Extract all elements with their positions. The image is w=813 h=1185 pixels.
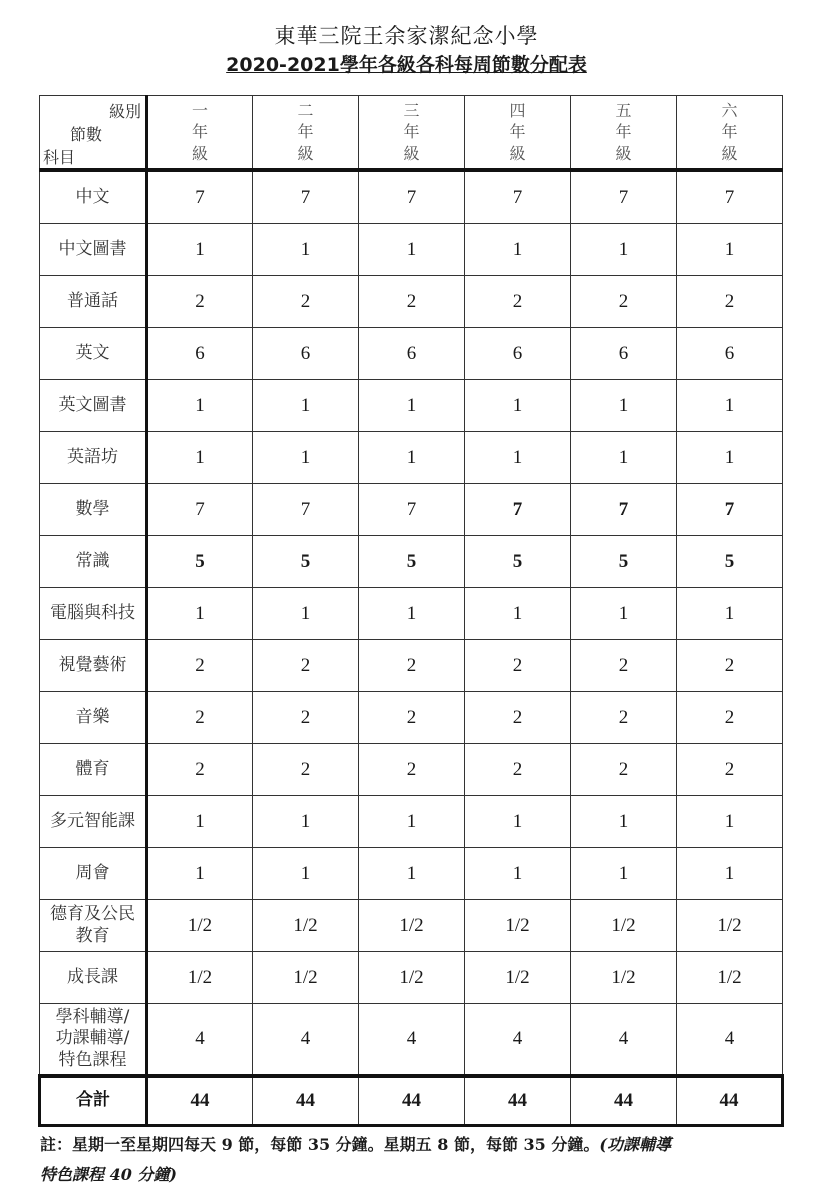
period-cell: 1 — [253, 588, 359, 640]
subject-cell: 多元智能課 — [40, 796, 147, 848]
table-row — [40, 900, 783, 952]
grade-header — [465, 96, 571, 171]
period-cell: 5 — [359, 536, 465, 588]
period-cell: 1 — [571, 224, 677, 276]
grade-header — [677, 96, 783, 171]
period-cell: 1 — [677, 380, 783, 432]
period-cell: 5 — [253, 536, 359, 588]
period-cell: 6 — [359, 328, 465, 380]
period-cell: 1 — [465, 588, 571, 640]
period-cell: 1 — [465, 380, 571, 432]
grade-header-char: 級 — [191, 143, 208, 163]
period-cell: 1 — [571, 432, 677, 484]
subject-cell: 中文 — [40, 170, 147, 224]
corner-subject-label: 科目 — [43, 148, 76, 167]
period-cell: 6 — [465, 328, 571, 380]
period-allocation-table — [38, 95, 784, 1127]
period-cell: 1/2 — [147, 900, 253, 952]
period-cell: 1 — [359, 432, 465, 484]
subject-line: 特色課程 — [58, 1049, 127, 1070]
period-cell: 2 — [465, 276, 571, 328]
grade-header-char: 級 — [721, 143, 738, 163]
subject-cell: 英文圖書 — [40, 380, 147, 432]
period-cell: 2 — [571, 744, 677, 796]
period-cell: 1/2 — [571, 900, 677, 952]
period-cell: 2 — [359, 276, 465, 328]
subject-cell: 數學 — [40, 484, 147, 536]
subject-line: 教育 — [75, 925, 110, 946]
period-cell: 1 — [253, 224, 359, 276]
period-cell: 2 — [465, 640, 571, 692]
table-row — [40, 432, 783, 484]
period-cell: 7 — [359, 170, 465, 224]
period-cell: 2 — [253, 692, 359, 744]
period-cell: 1 — [147, 432, 253, 484]
period-cell: 5 — [465, 536, 571, 588]
period-cell: 1 — [677, 224, 783, 276]
period-cell: 7 — [253, 484, 359, 536]
period-cell: 2 — [359, 692, 465, 744]
period-cell: 2 — [359, 744, 465, 796]
period-cell: 2 — [359, 640, 465, 692]
period-cell: 1 — [359, 380, 465, 432]
subject-cell: 周會 — [40, 848, 147, 900]
table-row — [40, 744, 783, 796]
grade-header-char: 五 — [615, 100, 632, 120]
grade-header-char: 級 — [509, 143, 526, 163]
subject-cell: 英語坊 — [40, 432, 147, 484]
grade-header-char: 年 — [509, 122, 526, 142]
period-cell: 6 — [253, 328, 359, 380]
table-row — [40, 380, 783, 432]
period-cell: 1/2 — [677, 900, 783, 952]
period-cell: 1/2 — [147, 952, 253, 1004]
grade-header-char: 四 — [509, 100, 526, 120]
subject-cell — [40, 900, 147, 952]
period-cell: 2 — [677, 692, 783, 744]
period-cell: 1/2 — [359, 900, 465, 952]
period-cell: 6 — [571, 328, 677, 380]
period-cell: 2 — [253, 276, 359, 328]
period-cell: 1 — [571, 588, 677, 640]
period-cell: 1 — [253, 432, 359, 484]
footnote-continued: 特色課程 40 分鐘) — [40, 1165, 177, 1184]
subject-line: 學科輔導/ — [55, 1007, 130, 1028]
corner-cell — [40, 96, 147, 171]
total-label: 合計 — [40, 1076, 147, 1126]
period-cell: 1/2 — [465, 952, 571, 1004]
period-cell: 1 — [147, 848, 253, 900]
period-cell: 1 — [571, 380, 677, 432]
subject-cell: 英文 — [40, 328, 147, 380]
subject-cell: 音樂 — [40, 692, 147, 744]
period-cell: 1 — [359, 796, 465, 848]
period-cell: 1 — [465, 432, 571, 484]
total-cell: 44 — [147, 1076, 253, 1126]
period-cell: 2 — [147, 276, 253, 328]
table-row — [40, 588, 783, 640]
grade-header-char: 級 — [615, 143, 632, 163]
period-cell: 7 — [253, 170, 359, 224]
period-cell: 1 — [571, 796, 677, 848]
school-title: 東華三院王余家潔紀念小學 — [274, 24, 539, 48]
period-cell: 1/2 — [571, 952, 677, 1004]
period-cell: 1 — [253, 796, 359, 848]
table-subtitle: 2020-2021學年各級各科每周節數分配表 — [226, 54, 587, 76]
period-cell: 1 — [359, 848, 465, 900]
period-cell: 2 — [571, 640, 677, 692]
period-cell: 1 — [359, 588, 465, 640]
subject-cell: 常識 — [40, 536, 147, 588]
period-cell: 7 — [571, 484, 677, 536]
table-row — [40, 276, 783, 328]
grade-header-char: 六 — [721, 100, 738, 120]
period-cell: 2 — [147, 640, 253, 692]
subject-cell: 中文圖書 — [40, 224, 147, 276]
grade-header — [359, 96, 465, 171]
table-row — [40, 1004, 783, 1077]
period-cell: 1/2 — [677, 952, 783, 1004]
table-row — [40, 796, 783, 848]
period-cell: 2 — [465, 692, 571, 744]
period-cell: 4 — [147, 1004, 253, 1077]
subject-line: 德育及公民 — [50, 904, 135, 925]
period-cell: 2 — [571, 692, 677, 744]
period-cell: 5 — [571, 536, 677, 588]
grade-header-char: 二 — [297, 100, 314, 120]
period-cell: 6 — [677, 328, 783, 380]
period-cell: 4 — [359, 1004, 465, 1077]
total-cell: 44 — [359, 1076, 465, 1126]
period-cell: 1 — [253, 848, 359, 900]
subject-cell — [40, 1004, 147, 1077]
period-cell: 2 — [147, 692, 253, 744]
grade-header — [253, 96, 359, 171]
grade-header-char: 年 — [403, 122, 420, 142]
grade-header-char: 級 — [297, 143, 314, 163]
table-row — [40, 224, 783, 276]
period-cell: 1/2 — [359, 952, 465, 1004]
corner-grade-label: 級別 — [108, 102, 141, 121]
grade-header — [147, 96, 253, 171]
total-cell: 44 — [253, 1076, 359, 1126]
grade-header-char: 年 — [721, 122, 738, 142]
period-cell: 7 — [147, 170, 253, 224]
grade-header-char: 年 — [615, 122, 632, 142]
subject-line: 功課輔導/ — [55, 1028, 130, 1049]
period-cell: 7 — [359, 484, 465, 536]
period-cell: 2 — [253, 640, 359, 692]
period-cell: 1 — [465, 224, 571, 276]
period-cell: 4 — [677, 1004, 783, 1077]
period-cell: 5 — [677, 536, 783, 588]
period-cell: 1/2 — [253, 900, 359, 952]
total-cell: 44 — [465, 1076, 571, 1126]
footnote — [40, 1126, 780, 1164]
total-cell: 44 — [677, 1076, 783, 1126]
period-cell: 1 — [465, 796, 571, 848]
period-cell: 7 — [677, 484, 783, 536]
footnote-italic-start: (功課輔導 — [599, 1135, 671, 1154]
grade-header-char: 三 — [403, 100, 420, 120]
period-cell: 1 — [571, 848, 677, 900]
period-cell: 2 — [465, 744, 571, 796]
period-cell: 2 — [571, 276, 677, 328]
period-cell: 2 — [677, 640, 783, 692]
total-row — [40, 1076, 783, 1126]
period-cell: 1 — [147, 588, 253, 640]
subject-cell: 體育 — [40, 744, 147, 796]
period-cell: 7 — [677, 170, 783, 224]
period-cell: 4 — [571, 1004, 677, 1077]
period-cell: 1 — [359, 224, 465, 276]
subject-cell: 視覺藝術 — [40, 640, 147, 692]
grade-header-char: 年 — [297, 122, 314, 142]
period-cell: 2 — [677, 744, 783, 796]
subject-cell: 成長課 — [40, 952, 147, 1004]
period-cell: 1/2 — [465, 900, 571, 952]
subject-cell: 電腦與科技 — [40, 588, 147, 640]
period-cell: 7 — [465, 484, 571, 536]
period-cell: 2 — [677, 276, 783, 328]
period-cell: 1/2 — [253, 952, 359, 1004]
total-cell: 44 — [571, 1076, 677, 1126]
period-cell: 4 — [253, 1004, 359, 1077]
period-cell: 1 — [677, 432, 783, 484]
table-row — [40, 848, 783, 900]
period-cell: 1 — [253, 380, 359, 432]
period-cell: 1 — [147, 796, 253, 848]
period-cell: 1 — [677, 848, 783, 900]
period-cell: 7 — [571, 170, 677, 224]
corner-periods-label: 節數 — [70, 125, 103, 144]
period-cell: 2 — [253, 744, 359, 796]
header-row — [40, 96, 783, 171]
period-cell: 1 — [677, 796, 783, 848]
period-cell: 2 — [147, 744, 253, 796]
period-cell: 1 — [147, 380, 253, 432]
grade-header-char: 一 — [191, 100, 208, 120]
period-cell: 7 — [465, 170, 571, 224]
grade-header-char: 年 — [191, 122, 208, 142]
period-cell: 6 — [147, 328, 253, 380]
period-cell: 1 — [465, 848, 571, 900]
period-cell: 4 — [465, 1004, 571, 1077]
period-cell: 1 — [147, 224, 253, 276]
grade-header-char: 級 — [403, 143, 420, 163]
table-row — [40, 536, 783, 588]
table-row — [40, 692, 783, 744]
table-row — [40, 170, 783, 224]
table-row — [40, 484, 783, 536]
period-cell: 1 — [677, 588, 783, 640]
table-row — [40, 640, 783, 692]
footnote-text: 註：星期一至星期四每天 9 節，每節 35 分鐘。星期五 8 節，每節 35 分鐘。 — [40, 1135, 600, 1154]
period-cell: 7 — [147, 484, 253, 536]
subject-cell: 普通話 — [40, 276, 147, 328]
table-row — [40, 328, 783, 380]
period-cell: 5 — [147, 536, 253, 588]
table-row — [40, 952, 783, 1004]
grade-header — [571, 96, 677, 171]
